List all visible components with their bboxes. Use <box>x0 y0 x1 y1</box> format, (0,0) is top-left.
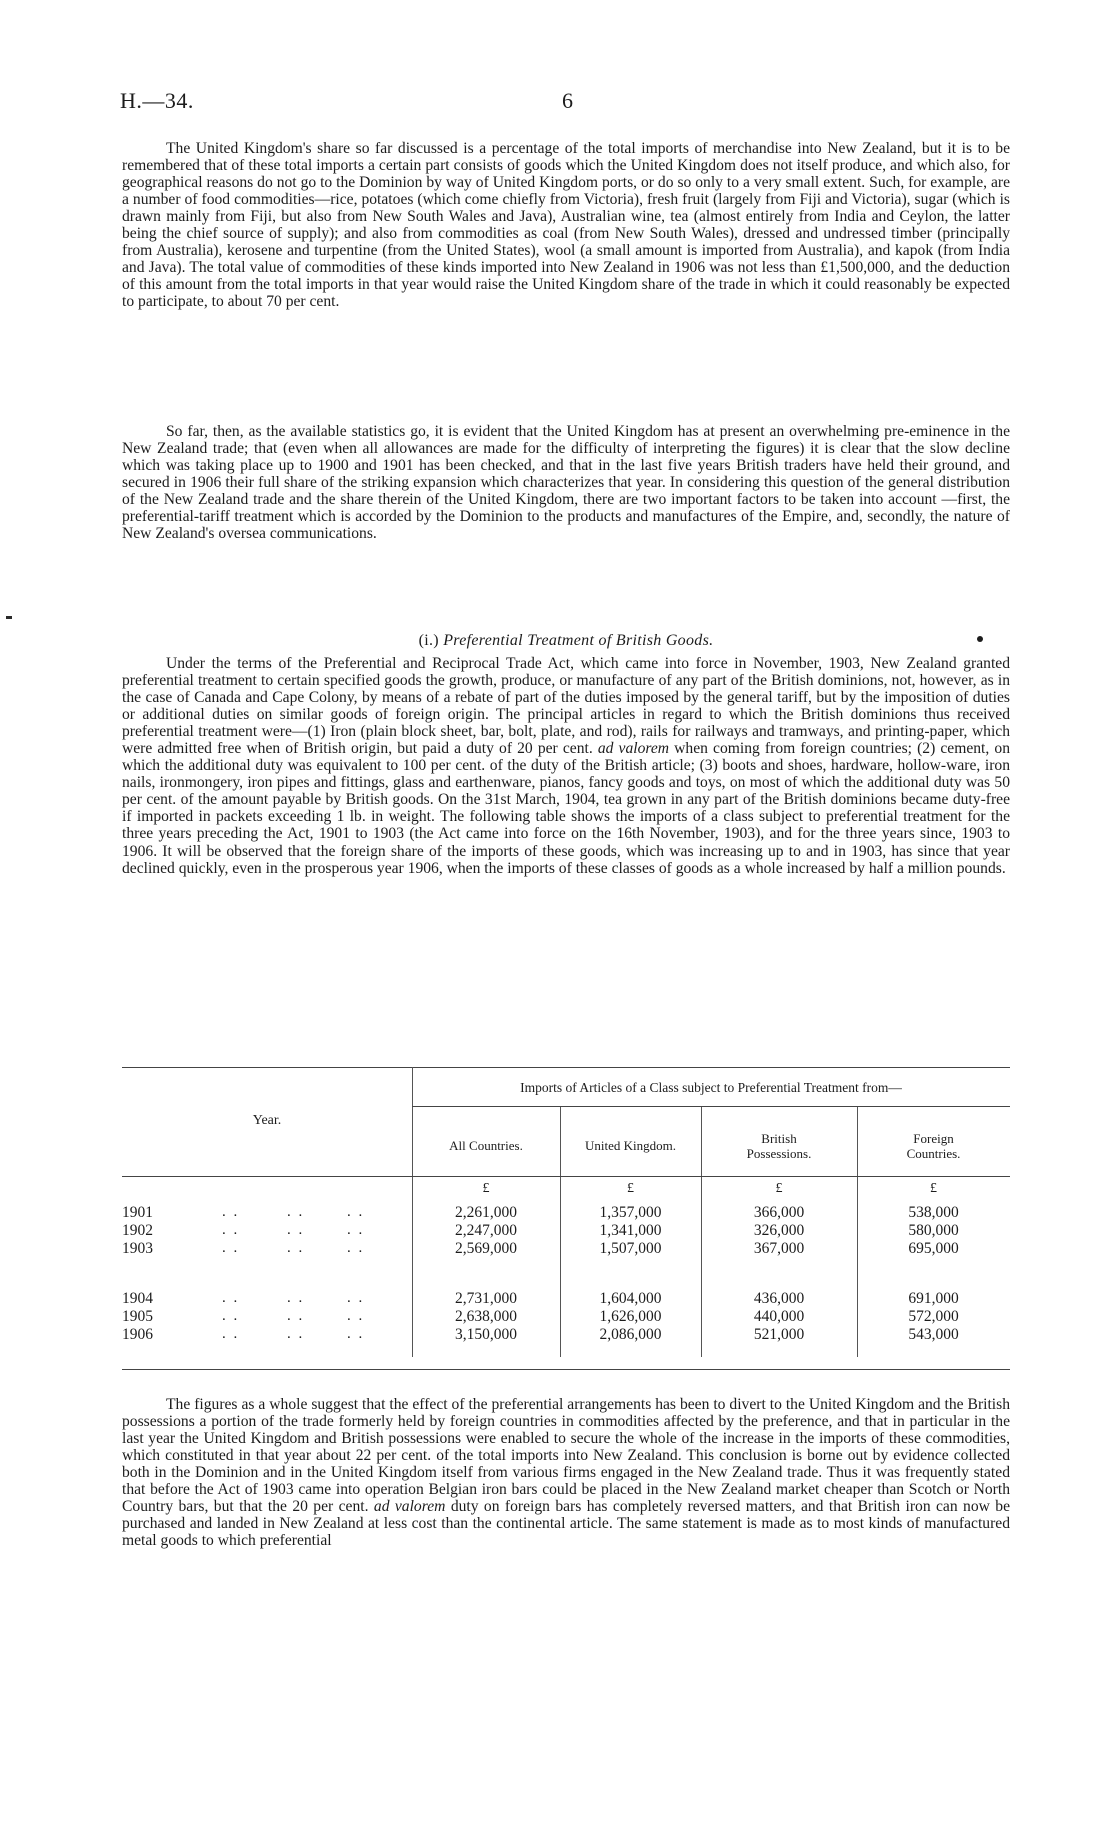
section-title: Preferential Treatment of British Goods. <box>443 632 714 649</box>
table-cell: 2,086,000 <box>599 1326 662 1343</box>
latin-term: ad valorem <box>597 740 670 758</box>
table-row-year: 1902 <box>122 1222 153 1239</box>
table-cell: 2,247,000 <box>455 1222 517 1239</box>
table-row-year: 1903 <box>122 1240 153 1257</box>
leader-dots: . . <box>347 1290 365 1306</box>
paragraph-4 <box>122 1396 1010 1549</box>
page-header <box>120 88 994 118</box>
column-header-united-kingdom: United Kingdom. <box>585 1138 676 1153</box>
table-bottom-rule <box>122 1369 1010 1370</box>
table-cell: 543,000 <box>908 1326 959 1343</box>
table-cell: 2,569,000 <box>455 1240 517 1257</box>
leader-dots: . . <box>287 1308 305 1324</box>
bullet-mark <box>977 636 983 642</box>
paragraph-3-text <box>122 655 1010 877</box>
table-cell: 366,000 <box>753 1204 805 1221</box>
paragraph-3 <box>122 655 1010 877</box>
document-code: H.—34. <box>120 88 194 113</box>
leader-dots: . . <box>222 1240 240 1256</box>
unit-all-countries: £ <box>482 1181 490 1196</box>
table-cell: 1,507,000 <box>599 1240 662 1257</box>
leader-dots: . . <box>222 1290 240 1306</box>
table-cell: 538,000 <box>908 1204 959 1221</box>
leader-dots: . . <box>347 1204 365 1220</box>
table-row-year: 1901 <box>122 1204 153 1221</box>
column-header-foreign-countries <box>857 1131 1010 1161</box>
table-cell: 1,341,000 <box>599 1222 662 1239</box>
group-header-rule <box>412 1106 1010 1107</box>
table-cell: 440,000 <box>753 1308 805 1325</box>
table-row-year: 1905 <box>122 1308 153 1325</box>
table-row-year: 1906 <box>122 1326 153 1343</box>
section-heading <box>122 632 1010 650</box>
leader-dots: . . <box>287 1326 305 1342</box>
unit-united-kingdom: £ <box>627 1181 634 1196</box>
leader-dots: . . <box>222 1308 240 1324</box>
table-top-rule <box>122 1067 1010 1068</box>
latin-term: ad valorem <box>373 1498 446 1516</box>
table-cell: 367,000 <box>753 1240 805 1257</box>
paragraph-4-text <box>122 1396 1010 1549</box>
header-bottom-rule <box>122 1176 1010 1177</box>
table-cell: 1,604,000 <box>599 1290 662 1307</box>
table-cell: 1,357,000 <box>599 1204 662 1221</box>
table-cell: 326,000 <box>753 1222 805 1239</box>
table-cell: 691,000 <box>908 1290 959 1307</box>
table-cell: 3,150,000 <box>455 1326 517 1343</box>
leader-dots: . . <box>347 1222 365 1238</box>
paragraph-1-text: The United Kingdom's share so far discussed is a percentage of the total imports of merchandise into New Zealand, but it is to be remembered that of these total imports a certain part consists of goods which the United Kingdom does not itself produce, and which also, for geographical reasons do not go to the Dominion by way of United Kingdom ports, or do so only to a very small extent. Such, for example, are a number of food commodities—rice, potatoes (which come chiefly from Victoria), fresh fruit (largely from Fiji and Victoria), sugar (which is drawn mainly from Fiji, but also from New South Wales and Java), Australian wine, tea (almost entirely from India and Ceylon, the latter being the chief source of supply); and also from commodities as coal (from New South Wales), dressed and undressed timber (principally from Australia), kerosene and turpentine (from the United States), wool (a small amount is imported from Australia), and kapok (from India and Java). The total value of commodities of these kinds imported into New Zealand in 1906 was not less than £1,500,000, and the deduction of this amount from the total imports in that year would raise the United Kingdom share of the trade in which it could reasonably be expected to participate, to about 70 per cent. <box>122 140 1010 311</box>
paragraph-2-text: So far, then, as the available statistics go, it is evident that the United Kingdom has at present an overwhelming pre-eminence in the New Zealand trade; that (even when all allowances are made for the difficulty of interpreting the figures) it is clear that the slow decline which was taking place up to 1900 and 1901 has been checked, and that in the last five years British traders have held their ground, and secured in 1906 their full share of the striking expansion which characterizes that year. In considering this question of the general distribution of the New Zealand trade and the share therein of the United Kingdom, there are two important factors to be taken into account —first, the preferential-tariff treatment which is accorded by the Dominion to the products and manufactures of the Empire, and, secondly, the nature of New Zealand's oversea communications. <box>122 423 1010 543</box>
margin-mark <box>6 616 12 619</box>
table-cell: 580,000 <box>908 1222 959 1239</box>
unit-foreign-countries: £ <box>930 1181 937 1196</box>
group-header: Imports of Articles of a Class subject to Preferential Treatment from— <box>520 1080 902 1095</box>
foreign-countries-label: Foreign Countries. <box>906 1131 961 1161</box>
leader-dots: . . <box>287 1240 305 1256</box>
section-number: (i.) <box>418 632 439 649</box>
leader-dots: . . <box>222 1222 240 1238</box>
paragraph-3-part-b: when coming from foreign countries; (2) cement, on which the additional duty was equivalent to 100 per cent. of the duty of the British article; (3) boots and shoes, hardware, hollow-ware, iron nails, ironmongery, iron pipes and fittings, glass and earthenware, pianos, fancy goods and toys, on most of which the additional duty was 50 per cent. of the amount payable by British goods. On the 31st March, 1904, tea grown in any part of the British dominions became duty-free if imported in packets exceeding 1 lb. in weight. The following table shows the imports of a class subject to preferential treatment for the three years preceding the Act, 1901 to 1903 (the Act came into force on the 16th November, 1903), and for the three years since, 1903 to 1906. It will be observed that the foreign share of the imports of these goods, which was increasing up to and in 1903, has since that year declined quickly, even in the prosperous year 1906, when the imports of these classes of goods as a whole increased by half a million pounds. <box>122 740 1010 877</box>
imports-table <box>122 1067 1010 1370</box>
table-cell: 2,731,000 <box>455 1290 517 1307</box>
table-row-year: 1904 <box>122 1290 153 1307</box>
page-number: 6 <box>562 88 573 113</box>
leader-dots: . . <box>347 1240 365 1256</box>
table-cell: 436,000 <box>753 1290 805 1307</box>
column-header-all-countries: All Countries. <box>449 1138 523 1153</box>
leader-dots: . . <box>347 1308 365 1324</box>
table-cell: 1,626,000 <box>599 1308 662 1325</box>
table-cell: 2,638,000 <box>455 1308 517 1325</box>
paragraph-4-part-a: The figures as a whole suggest that the effect of the preferential arrangements has been to divert to the United Kingdom and the British possessions a portion of the trade formerly held by foreign countries in commodities affected by the preference, and that in particular in the last year the United Kingdom and British possessions were enabled to secure the whole of the increase in the imports of these commodities, which constituted in that year about 22 per cent. of the total imports into New Zealand. This conclusion is borne out by evidence collected both in the Dominion and in the United Kingdom itself from various firms engaged in the New Zealand trade. Thus it was frequently stated that before the Act of 1903 came into operation Belgian iron bars could be placed in the New Zealand market cheaper than Scotch or North Country bars, but that the 20 per cent. <box>122 1396 1010 1516</box>
table-cell: 2,261,000 <box>455 1204 517 1221</box>
leader-dots: . . <box>287 1222 305 1238</box>
leader-dots: . . <box>287 1290 305 1306</box>
paragraph-2 <box>122 423 1010 542</box>
column-header-british-possessions <box>701 1131 857 1161</box>
leader-dots: . . <box>222 1204 240 1220</box>
year-header: Year. <box>252 1113 282 1128</box>
paragraph-4-part-b: duty on foreign bars has completely reversed matters, and that British iron can now be purchased and landed in New Zealand at less cost than the continental article. The same statement is made as to most kinds of manufactured metal goods to which preferential <box>122 1498 1011 1550</box>
paragraph-1 <box>122 140 1010 310</box>
paragraph-3-part-a: Under the terms of the Preferential and Reciprocal Trade Act, which came into force in November, 1903, New Zealand granted preferential treatment to certain specified goods the growth, produce, or manufacture of any part of the British dominions, not, however, as in the case of Canada and Cape Colony, by means of a rebate of part of the duties imposed by the general tariff, but by the imposition of duties or additional duties on similar goods of foreign origin. The principal articles in regard to which the British dominions thus received preferential treatment were—(1) Iron (plain block sheet, bar, bolt, plate, and rod), rails for railways and tramways, and printing-paper, which were admitted free when of British origin, but paid a duty of 20 per cent. <box>122 655 1010 758</box>
table-cell: 695,000 <box>908 1240 959 1257</box>
leader-dots: . . <box>222 1326 240 1342</box>
leader-dots: . . <box>347 1326 365 1342</box>
table-cell: 572,000 <box>908 1308 959 1325</box>
british-possessions-label: British Possessions. <box>746 1131 812 1161</box>
leader-dots: . . <box>287 1204 305 1220</box>
unit-british-possessions: £ <box>775 1181 783 1196</box>
table-cell: 521,000 <box>753 1326 805 1343</box>
